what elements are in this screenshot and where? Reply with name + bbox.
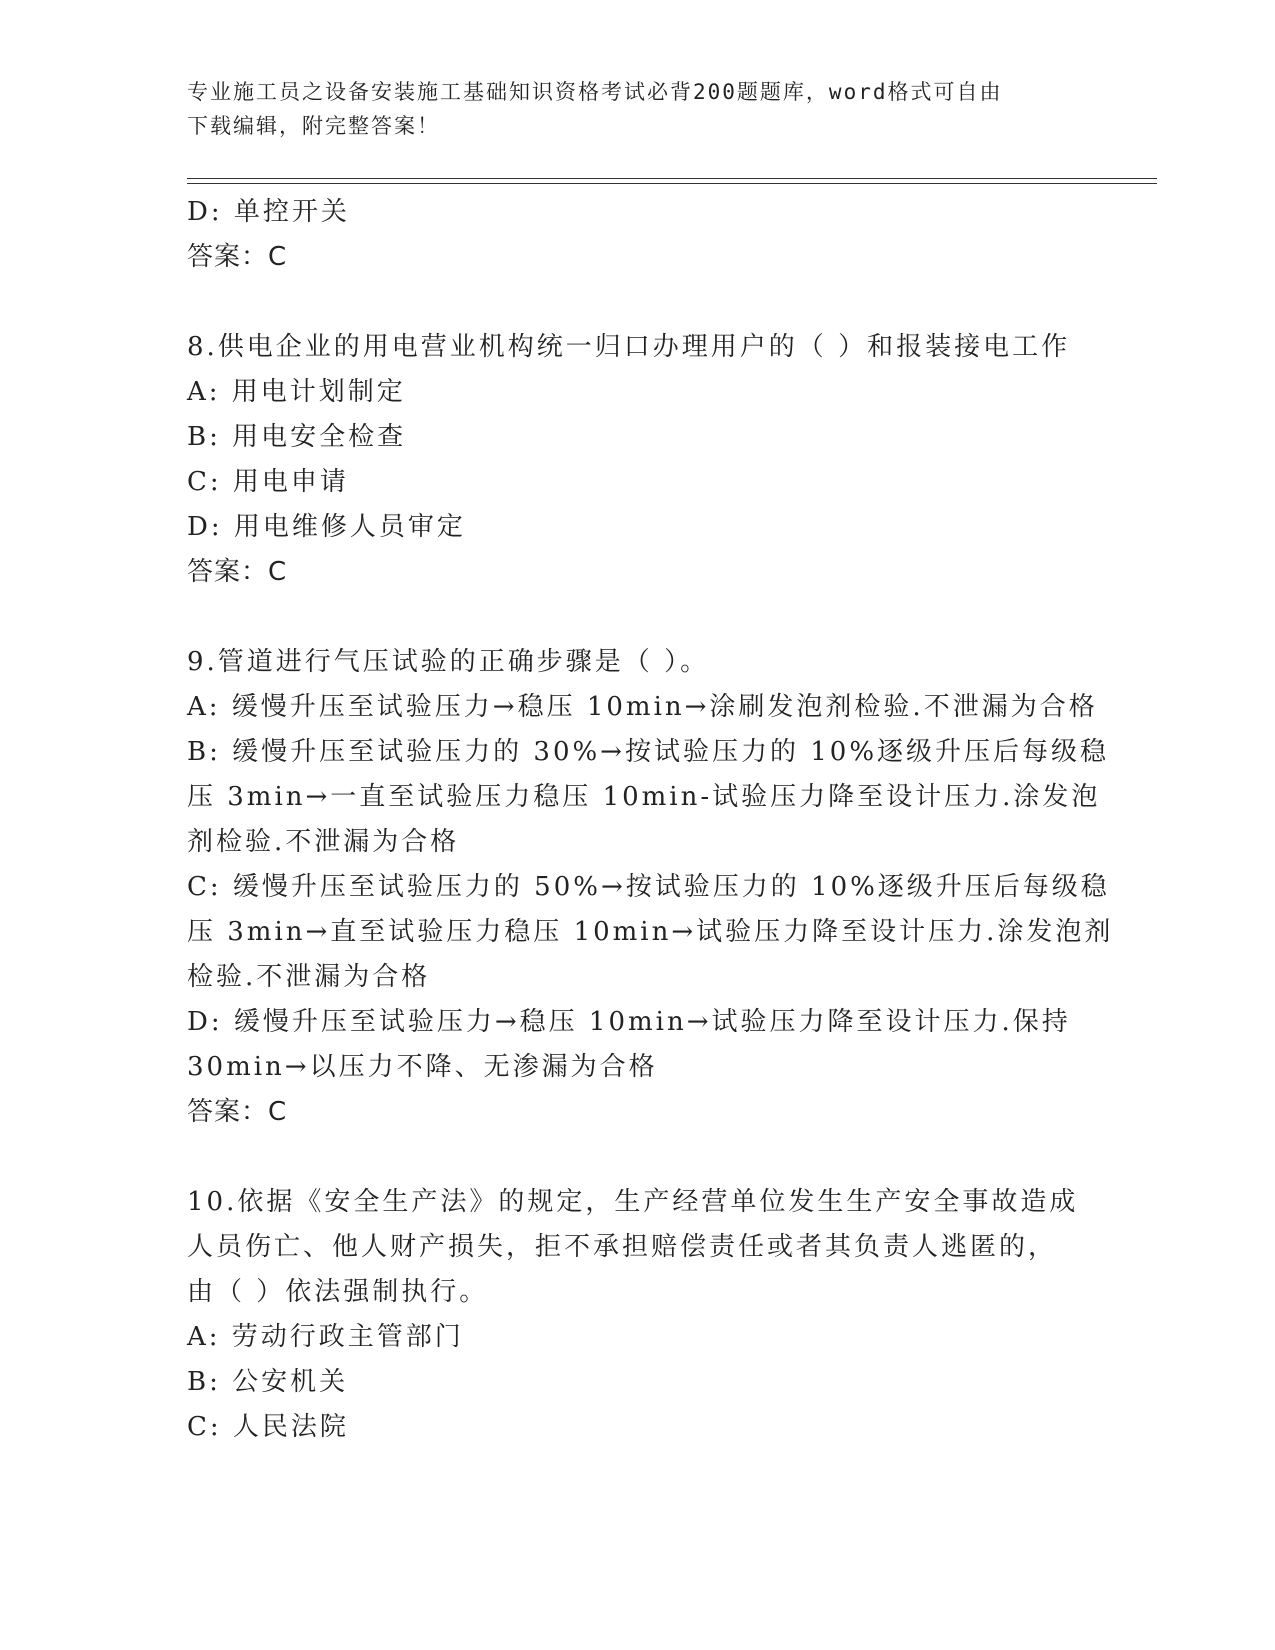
q9-option-c-line-1: C: 缓慢升压至试验压力的 50%→按试验压力的 10%逐级升压后每级稳 [187, 872, 1110, 902]
spacer [187, 1135, 1087, 1180]
q8-answer: 答案：C [187, 557, 288, 587]
q10-stem-line-3: 由（ ）依法强制执行。 [187, 1277, 489, 1307]
header-divider-top [187, 178, 1157, 179]
q9-option-b-line-2: 压 3min→一直至试验压力稳压 10min-试验压力降至设计压力.涂发泡 [187, 782, 1101, 812]
document-header [187, 75, 1067, 143]
spacer [187, 280, 1087, 325]
q10-option-a: A: 劳动行政主管部门 [187, 1322, 464, 1352]
header-line-1: 专业施工员之设备安装施工基础知识资格考试必背200题题库，word格式可自由 [187, 80, 1003, 104]
question-content [187, 190, 1114, 1450]
q8-stem: 8.供电企业的用电营业机构统一归口办理用户的（ ）和报装接电工作 [187, 332, 1071, 362]
q9-option-a: A: 缓慢升压至试验压力→稳压 10min→涂刷发泡剂检验.不泄漏为合格 [187, 692, 1098, 722]
q8-option-c: C: 用电申请 [187, 467, 349, 497]
q8-option-b: B: 用电安全检查 [187, 422, 407, 452]
prev-option-d: D: 单控开关 [187, 197, 350, 227]
prev-answer: 答案：C [187, 242, 288, 272]
q10-stem-line-1: 10.依据《安全生产法》的规定，生产经营单位发生生产安全事故造成 [187, 1187, 1079, 1217]
q8-option-a: A: 用电计划制定 [187, 377, 406, 407]
q10-option-b: B: 公安机关 [187, 1367, 349, 1397]
header-divider-bottom [187, 183, 1157, 184]
q9-option-c-line-3: 检验.不泄漏为合格 [187, 962, 431, 992]
q10-option-c: C: 人民法院 [187, 1412, 349, 1442]
q9-stem: 9.管道进行气压试验的正确步骤是（ ）。 [187, 647, 710, 677]
q9-option-c-line-2: 压 3min→直至试验压力稳压 10min→试验压力降至设计压力.涂发泡剂 [187, 917, 1114, 947]
q10-stem-line-2: 人员伤亡、他人财产损失，拒不承担赔偿责任或者其负责人逃匿的， [187, 1232, 1058, 1262]
q9-option-b-line-3: 剂检验.不泄漏为合格 [187, 827, 460, 857]
header-line-2: 下载编辑，附完整答案！ [187, 114, 440, 138]
q9-answer: 答案：C [187, 1097, 288, 1127]
spacer [187, 595, 1087, 640]
q8-option-d: D: 用电维修人员审定 [187, 512, 466, 542]
q9-option-d-line-1: D: 缓慢升压至试验压力→稳压 10min→试验压力降至设计压力.保持 [187, 1007, 1071, 1037]
q9-option-d-line-2: 30min→以压力不降、无渗漏为合格 [187, 1052, 658, 1082]
q9-option-b-line-1: B: 缓慢升压至试验压力的 30%→按试验压力的 10%逐级升压后每级稳 [187, 737, 1110, 767]
